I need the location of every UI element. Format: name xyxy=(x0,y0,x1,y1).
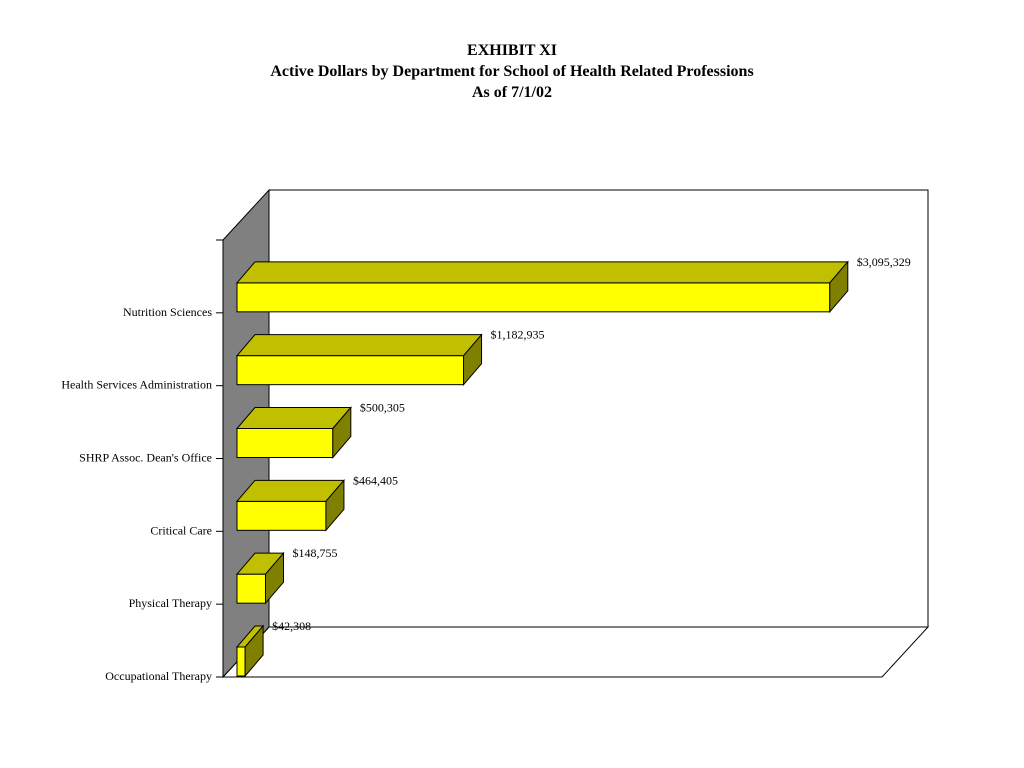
label-layer xyxy=(61,255,910,683)
bar-front xyxy=(237,647,245,676)
category-label: Critical Care xyxy=(150,523,212,538)
category-label: Nutrition Sciences xyxy=(123,304,212,319)
bar-top xyxy=(237,408,351,429)
bar-front xyxy=(237,283,830,312)
category-label: Occupational Therapy xyxy=(105,669,212,683)
chart-subtitle: Active Dollars by Department for School of Health Related Professions xyxy=(270,63,754,80)
data-label: $500,305 xyxy=(359,400,405,415)
bar-front xyxy=(237,429,333,458)
chart-title: EXHIBIT XI xyxy=(467,42,557,59)
bar-front xyxy=(237,501,326,530)
chart-date-line: As of 7/1/02 xyxy=(472,84,552,101)
bar-top xyxy=(237,262,848,283)
category-label: SHRP Assoc. Dean's Office xyxy=(79,450,212,465)
bar-series xyxy=(237,262,848,676)
data-label: $148,755 xyxy=(292,546,338,561)
bar-front xyxy=(237,356,464,385)
data-label: $42,308 xyxy=(272,619,312,633)
bar-top xyxy=(237,335,482,356)
bar-front xyxy=(237,574,265,603)
data-label: $3,095,329 xyxy=(856,254,911,269)
data-label: $1,182,935 xyxy=(490,327,545,342)
bar-top xyxy=(237,480,344,501)
floor xyxy=(223,627,928,677)
data-label: $464,405 xyxy=(352,473,398,488)
axis-ticks xyxy=(216,240,223,677)
category-label: Physical Therapy xyxy=(128,596,212,611)
category-label: Health Services Administration xyxy=(61,377,212,392)
